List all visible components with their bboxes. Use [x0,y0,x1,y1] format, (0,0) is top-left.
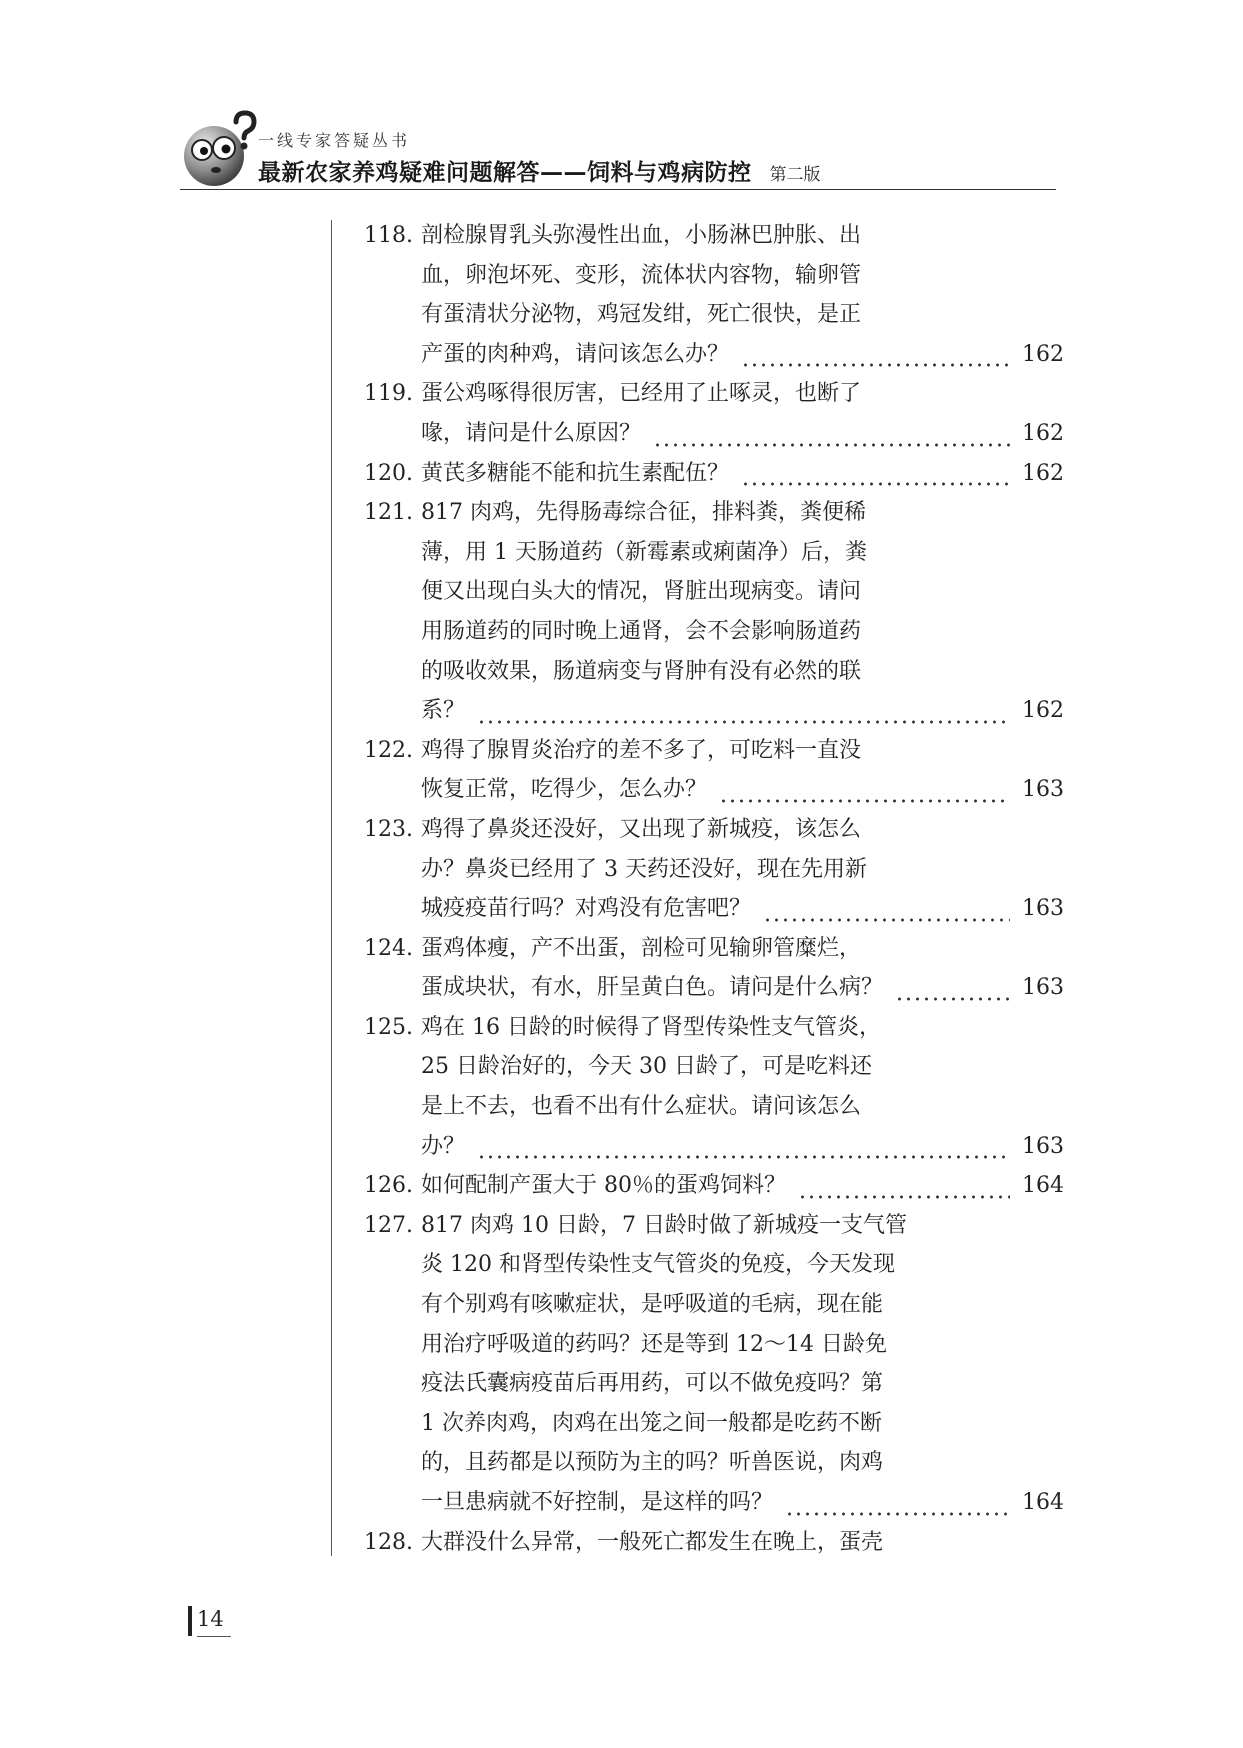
toc-entry-line [364,889,1064,929]
book-title: 最新农家养鸡疑难问题解答——饲料与鸡病防控 [258,160,752,186]
toc-entry-text: 用治疗呼吸道的药吗？还是等到 12～14 日龄免 [421,1331,887,1357]
edition-label: 第二版 [769,165,821,185]
toc-entry-text: 蛋公鸡啄得很厉害，已经用了止啄灵，也断了 [421,381,862,407]
toc-entry-text: 蛋成块状，有水，肝呈黄白色。请问是什么病？ [421,975,884,1001]
toc-entry[interactable] [364,216,1064,374]
toc-entry-number: 125. [364,1014,413,1040]
toc-entry-text: 系？ [421,698,466,724]
toc-entry-line [364,810,1064,850]
toc-entry-page: 163 [1022,975,1064,1001]
toc-entry[interactable] [364,731,1064,810]
toc-entry-line [364,1483,1064,1523]
toc-entry-text: 有蛋清状分泌物，鸡冠发绀，死亡很快，是正 [421,302,862,328]
toc-leader-dots [477,687,1010,727]
toc-entry-number: 122. [364,737,413,763]
toc-entry-number: 126. [364,1173,413,1199]
toc-entry-page: 163 [1022,1133,1064,1159]
toc-entry-line [364,533,1064,573]
toc-entry-line [364,1443,1064,1483]
toc-entry-text: 剖检腺胃乳头弥漫性出血，小肠淋巴肿胀、出 [421,223,862,248]
toc-entry-text: 薄，用 1 天肠道药（新霉素或痢菌净）后，粪 [421,539,867,565]
toc-entry-text: 25 日龄治好的，今天 30 日龄了，可是吃料还 [421,1054,872,1080]
toc-entry-number: 127. [364,1212,413,1238]
toc-entry-text: 如何配制产蛋大于 80％的蛋鸡饲料？ [421,1173,786,1199]
toc-entry-text: 的吸收效果，肠道病变与肾肿有没有必然的联 [421,658,862,684]
toc-entry-text: 便又出现白头大的情况，肾脏出现病变。请问 [421,579,862,605]
toc-entry-number: 123. [364,816,413,842]
page-header [180,110,1060,190]
toc-entry-text: 喙，请问是什么原因？ [421,420,642,446]
toc-leader-dots [895,964,1010,1004]
toc-entry-page: 162 [1022,420,1064,446]
toc-leader-dots [798,1162,1010,1202]
toc-entry-line [364,256,1064,296]
toc-entry-text: 817 肉鸡，先得肠毒综合征，排料粪，粪便稀 [421,500,866,526]
toc-entry-line [364,968,1064,1008]
toc-leader-dots [785,1479,1010,1519]
toc-entry-number: 121. [364,500,413,526]
toc-entry-text: 蛋鸡体瘦，产不出蛋，剖检可见输卵管糜烂， [421,935,862,961]
toc-entry-line [364,374,1064,414]
toc-entry-line [364,1047,1064,1087]
toc-entry-line [364,1008,1064,1048]
toc-entry-text: 817 肉鸡 10 日龄，7 日龄时做了新城疫一支气管 [421,1212,907,1238]
page-marker-bar [188,1606,192,1636]
toc-entry-text: 疫法氏囊病疫苗后再用药，可以不做免疫吗？第 [421,1371,884,1397]
toc-entry-line [364,929,1064,969]
toc-leader-dots [477,1123,1010,1163]
toc-entry-text: 产蛋的肉种鸡，请问该怎么办？ [421,341,730,367]
toc-entry-page: 162 [1022,698,1064,724]
toc-entry-line [364,295,1064,335]
margin-rule [331,220,332,1556]
toc-entry[interactable] [364,454,1064,494]
toc-entry-line [364,414,1064,454]
toc-entry-page: 163 [1022,896,1064,922]
page-number-underline [197,1636,231,1637]
toc-entry-line [364,1364,1064,1404]
toc-entry-page: 162 [1022,460,1064,486]
toc-entry-line [364,1523,1064,1563]
toc-entry-text: 炎 120 和肾型传染性支气管炎的免疫，今天发现 [421,1252,895,1278]
toc-entry-text: 一旦患病就不好控制，是这样的吗？ [421,1490,774,1515]
toc-entry-line [364,1206,1064,1246]
toc-entry-text: 鸡得了鼻炎还没好，又出现了新城疫，该怎么 [421,816,862,842]
toc-entry[interactable] [364,1206,1064,1523]
table-of-contents [364,216,1064,1562]
toc-entry-line [364,1087,1064,1127]
toc-entry-text: 有个别鸡有咳嗽症状，是呼吸道的毛病，现在能 [421,1292,884,1318]
toc-entry-line [364,731,1064,771]
toc-entry-line [364,493,1064,533]
toc-leader-dots [719,766,1010,806]
toc-entry[interactable] [364,1008,1064,1166]
toc-entry-text: 1 次养肉鸡，肉鸡在出笼之间一般都是吃药不断 [421,1410,882,1436]
toc-leader-dots [741,450,1010,490]
toc-entry-line [364,612,1064,652]
toc-entry-text: 是上不去，也看不出有什么症状。请问该怎么 [421,1094,862,1120]
toc-entry-line [364,850,1064,890]
page-footer [188,1604,230,1638]
toc-entry-line [364,1166,1064,1206]
toc-entry[interactable] [364,929,1064,1008]
toc-entry-line [364,1404,1064,1444]
toc-entry[interactable] [364,1523,1064,1563]
toc-entry-page: 162 [1022,341,1064,367]
toc-entry-number: 128. [364,1529,413,1555]
title-line [258,154,821,187]
header-rule [180,189,1056,190]
toc-entry-number: 120. [364,460,413,486]
toc-entry-line [364,1285,1064,1325]
toc-entry-text: 血，卵泡坏死、变形，流体状内容物，输卵管 [421,262,862,288]
toc-entry[interactable] [364,810,1064,929]
toc-entry-number: 124. [364,935,413,961]
toc-entry-line [364,335,1064,375]
toc-entry-line [364,1127,1064,1167]
toc-entry-number: 118. [364,223,413,248]
toc-entry[interactable] [364,374,1064,453]
page-number: 14 [197,1607,224,1631]
toc-leader-dots [653,410,1010,450]
toc-entry-number: 119. [364,381,413,407]
toc-entry-text: 恢复正常，吃得少，怎么办？ [421,777,708,803]
toc-entry-text: 办？ [421,1133,466,1159]
toc-entry-text: 办？鼻炎已经用了 3 天药还没好，现在先用新 [421,856,867,882]
toc-entry-line [364,652,1064,692]
toc-entry-text: 城疫疫苗行吗？对鸡没有危害吧？ [421,896,752,922]
toc-entry-text: 用肠道药的同时晚上通肾，会不会影响肠道药 [421,618,862,644]
toc-entry-page: 163 [1022,777,1064,803]
toc-entry[interactable] [364,493,1064,731]
toc-entry-line [364,454,1064,494]
toc-entry-line [364,770,1064,810]
series-name: 一线专家答疑丛书 [258,131,411,150]
toc-entry-page: 164 [1022,1490,1064,1515]
toc-entry-line [364,1245,1064,1285]
toc-entry-line [364,1325,1064,1365]
toc-entry-page: 164 [1022,1173,1064,1199]
toc-entry-line [364,216,1064,256]
toc-entry-line [364,572,1064,612]
toc-entry-text: 黄芪多糖能不能和抗生素配伍？ [421,460,730,486]
toc-entry-text: 的，且药都是以预防为主的吗？听兽医说，肉鸡 [421,1450,884,1476]
question-face-logo-icon [180,110,260,190]
toc-entry[interactable] [364,1166,1064,1206]
toc-entry-text: 鸡在 16 日龄的时候得了肾型传染性支气管炎， [421,1014,881,1040]
toc-leader-dots [763,885,1010,925]
toc-entry-text: 鸡得了腺胃炎治疗的差不多了，可吃料一直没 [421,737,862,763]
toc-entry-line [364,691,1064,731]
toc-leader-dots [741,331,1010,371]
toc-entry-text: 大群没什么异常，一般死亡都发生在晚上，蛋壳 [421,1529,884,1555]
